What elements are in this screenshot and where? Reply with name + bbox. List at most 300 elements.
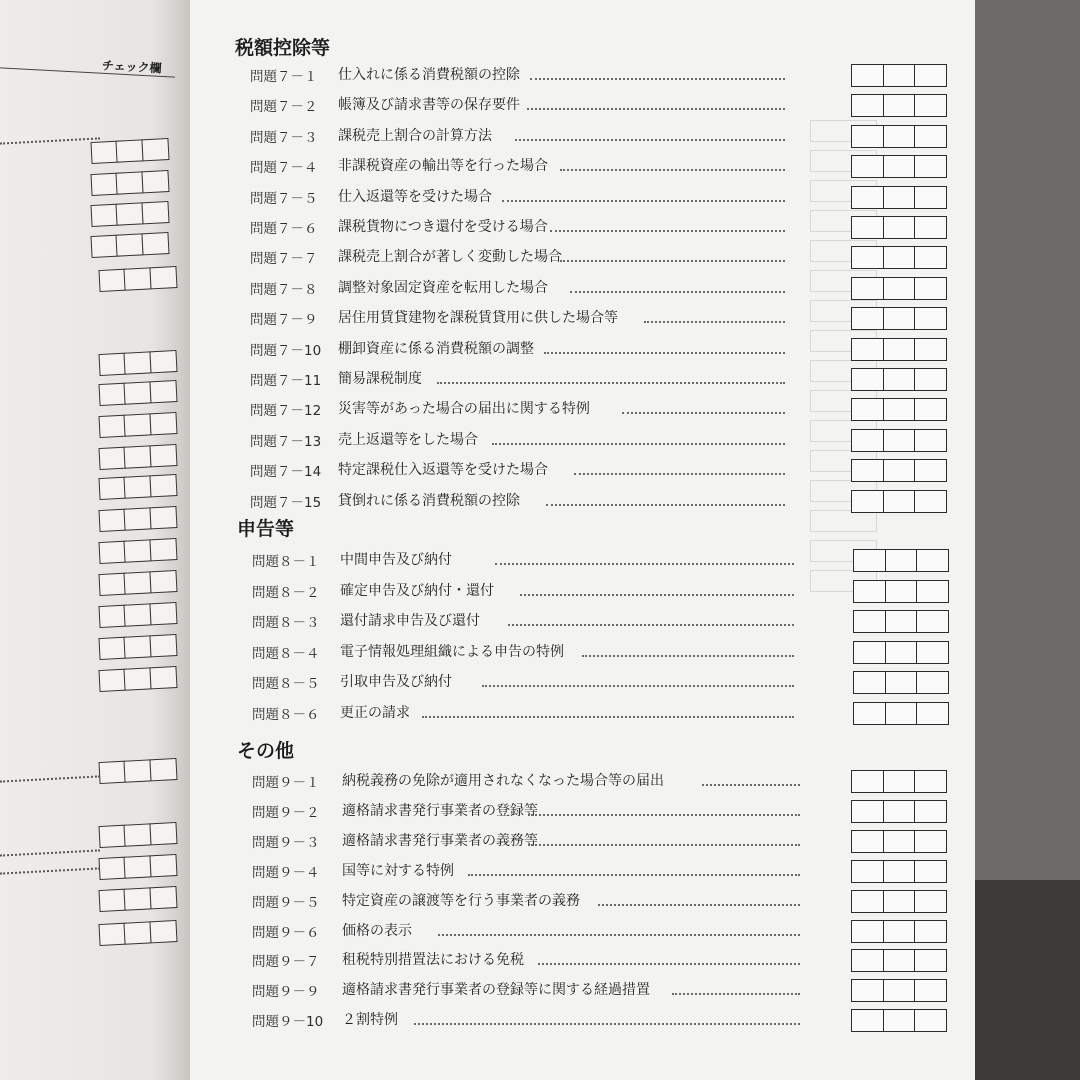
check-box[interactable] xyxy=(853,702,886,725)
check-box[interactable] xyxy=(851,186,884,209)
section-title: 税額控除等 xyxy=(235,37,331,59)
problem-number: 問題７－14 xyxy=(250,464,322,481)
dotted-leader xyxy=(495,563,794,565)
check-box[interactable] xyxy=(853,641,886,664)
check-boxes[interactable] xyxy=(855,671,950,694)
check-box[interactable] xyxy=(149,380,177,403)
problem-number: 問題９－５ xyxy=(252,894,320,911)
check-boxes[interactable] xyxy=(853,459,948,482)
check-box[interactable] xyxy=(123,635,151,658)
toc-row xyxy=(242,766,945,796)
problem-number: 問題７－13 xyxy=(250,433,322,450)
dotted-leader xyxy=(508,624,794,626)
problem-title: 引取申告及び納付 xyxy=(340,674,452,691)
check-box[interactable] xyxy=(123,413,151,436)
check-boxes[interactable] xyxy=(853,186,948,209)
toc-row xyxy=(242,945,945,975)
check-box[interactable] xyxy=(141,232,169,255)
problem-number: 問題７－８ xyxy=(250,281,318,298)
check-box[interactable] xyxy=(914,920,947,943)
check-boxes[interactable] xyxy=(853,277,948,300)
check-box[interactable] xyxy=(851,368,884,391)
left-check-boxes[interactable] xyxy=(99,854,177,880)
check-box[interactable] xyxy=(98,477,126,500)
check-box[interactable] xyxy=(883,125,916,148)
toc-row xyxy=(242,576,947,606)
toc-row xyxy=(242,916,945,946)
check-box[interactable] xyxy=(914,368,947,391)
dotted-leader xyxy=(422,716,794,718)
left-check-boxes[interactable] xyxy=(99,350,177,376)
check-column-label: チェック欄 xyxy=(101,58,162,76)
check-box[interactable] xyxy=(115,202,143,225)
check-box[interactable] xyxy=(851,830,884,853)
check-box[interactable] xyxy=(123,351,151,374)
check-box[interactable] xyxy=(149,350,177,373)
check-box[interactable] xyxy=(914,800,947,823)
check-box[interactable] xyxy=(149,920,177,943)
check-box[interactable] xyxy=(885,671,918,694)
check-box[interactable] xyxy=(123,475,151,498)
problem-title: 居住用賃貸建物を課税賃貸用に供した場合等 xyxy=(338,310,618,327)
check-box[interactable] xyxy=(851,246,884,269)
check-boxes[interactable] xyxy=(853,307,948,330)
dotted-leader xyxy=(438,934,800,936)
check-box[interactable] xyxy=(914,860,947,883)
check-box[interactable] xyxy=(115,171,143,194)
check-box[interactable] xyxy=(123,921,151,944)
check-box[interactable] xyxy=(883,490,916,513)
left-page xyxy=(0,0,190,1080)
check-box[interactable] xyxy=(149,854,177,877)
check-box[interactable] xyxy=(123,381,151,404)
check-box[interactable] xyxy=(123,887,151,910)
check-box[interactable] xyxy=(914,277,947,300)
left-check-boxes[interactable] xyxy=(99,602,177,628)
check-box[interactable] xyxy=(123,823,151,846)
left-check-boxes[interactable] xyxy=(99,758,177,784)
check-box[interactable] xyxy=(98,447,126,470)
check-box[interactable] xyxy=(883,890,916,913)
check-boxes[interactable] xyxy=(853,246,948,269)
check-box[interactable] xyxy=(885,549,918,572)
check-boxes[interactable] xyxy=(853,979,948,1002)
check-boxes[interactable] xyxy=(855,641,950,664)
toc-row xyxy=(240,364,945,394)
dotted-leader xyxy=(544,352,785,354)
check-box[interactable] xyxy=(853,580,886,603)
dotted-leader xyxy=(528,844,800,846)
dotted-leader xyxy=(502,200,785,202)
check-box[interactable] xyxy=(98,573,126,596)
check-box[interactable] xyxy=(914,125,947,148)
check-box[interactable] xyxy=(914,429,947,452)
check-box[interactable] xyxy=(916,641,949,664)
check-box[interactable] xyxy=(851,920,884,943)
check-box[interactable] xyxy=(149,570,177,593)
problem-title: 棚卸資産に係る消費税額の調整 xyxy=(338,340,534,357)
check-box[interactable] xyxy=(149,666,177,689)
check-box[interactable] xyxy=(883,155,916,178)
check-box[interactable] xyxy=(883,338,916,361)
check-box[interactable] xyxy=(123,603,151,626)
left-check-boxes[interactable] xyxy=(99,570,177,596)
problem-title: 国等に対する特例 xyxy=(342,862,454,879)
check-box[interactable] xyxy=(883,800,916,823)
section-title: その他 xyxy=(237,740,295,762)
check-box[interactable] xyxy=(851,307,884,330)
check-box[interactable] xyxy=(851,94,884,117)
check-box[interactable] xyxy=(883,246,916,269)
problem-title: 適格請求書発行事業者の登録等 xyxy=(342,802,538,819)
left-check-boxes[interactable] xyxy=(99,538,177,564)
problem-title: 中間申告及び納付 xyxy=(340,552,452,568)
check-box[interactable] xyxy=(883,368,916,391)
check-box[interactable] xyxy=(149,266,177,289)
check-box[interactable] xyxy=(149,634,177,657)
check-box[interactable] xyxy=(90,204,118,227)
problem-title: 適格請求書発行事業者の義務等 xyxy=(342,832,538,849)
dotted-leader xyxy=(0,849,100,856)
problem-title: 課税貨物につき還付を受ける場合 xyxy=(338,219,548,235)
problem-number: 問題８－２ xyxy=(252,584,320,601)
problem-number: 問題７－11 xyxy=(250,373,322,389)
check-box[interactable] xyxy=(123,267,151,290)
problem-number: 問題７－12 xyxy=(250,403,322,420)
toc-row xyxy=(242,796,945,826)
check-box[interactable] xyxy=(98,269,126,292)
check-boxes[interactable] xyxy=(853,429,948,452)
problem-title: 簡易課税制度 xyxy=(338,371,422,387)
check-box[interactable] xyxy=(98,415,126,438)
check-box[interactable] xyxy=(149,758,177,781)
problem-number: 問題７－４ xyxy=(250,160,318,177)
dotted-leader xyxy=(598,904,800,906)
dotted-leader xyxy=(437,382,785,384)
check-boxes[interactable] xyxy=(853,770,948,793)
check-box[interactable] xyxy=(141,138,169,161)
check-box[interactable] xyxy=(141,170,169,193)
check-box[interactable] xyxy=(883,429,916,452)
problem-title: 課税売上割合が著しく変動した場合 xyxy=(338,249,562,266)
left-check-boxes[interactable] xyxy=(99,444,177,470)
dotted-leader xyxy=(527,108,785,110)
check-box[interactable] xyxy=(883,830,916,853)
check-box[interactable] xyxy=(98,353,126,376)
check-box[interactable] xyxy=(851,979,884,1002)
problem-number: 問題８－３ xyxy=(252,615,320,632)
problem-number: 問題９－４ xyxy=(252,864,320,881)
check-box[interactable] xyxy=(914,459,947,482)
check-box[interactable] xyxy=(851,338,884,361)
check-box[interactable] xyxy=(851,155,884,178)
check-boxes[interactable] xyxy=(853,890,948,913)
check-box[interactable] xyxy=(914,186,947,209)
toc-row xyxy=(242,545,947,575)
section-title: 申告等 xyxy=(237,518,295,540)
check-box[interactable] xyxy=(149,444,177,467)
check-box[interactable] xyxy=(123,571,151,594)
toc-row xyxy=(240,60,945,90)
check-box[interactable] xyxy=(851,490,884,513)
left-check-boxes[interactable] xyxy=(99,474,177,500)
check-box[interactable] xyxy=(883,979,916,1002)
check-box[interactable] xyxy=(914,770,947,793)
check-box[interactable] xyxy=(851,1009,884,1032)
check-box[interactable] xyxy=(851,429,884,452)
check-box[interactable] xyxy=(98,509,126,532)
check-boxes[interactable] xyxy=(853,949,948,972)
check-box[interactable] xyxy=(914,830,947,853)
check-box[interactable] xyxy=(98,541,126,564)
toc-row xyxy=(240,303,945,333)
left-check-boxes[interactable] xyxy=(99,920,177,946)
check-boxes[interactable] xyxy=(853,155,948,178)
check-box[interactable] xyxy=(149,412,177,435)
toc-row xyxy=(240,90,945,120)
left-check-boxes[interactable] xyxy=(99,886,177,912)
check-box[interactable] xyxy=(141,201,169,224)
toc-row xyxy=(240,486,945,516)
check-box[interactable] xyxy=(851,64,884,87)
problem-number: 問題７－９ xyxy=(250,312,318,329)
check-box[interactable] xyxy=(90,173,118,196)
left-check-boxes[interactable] xyxy=(99,822,177,848)
check-box[interactable] xyxy=(123,855,151,878)
problem-number: 問題７－５ xyxy=(250,190,318,207)
check-boxes[interactable] xyxy=(853,830,948,853)
check-box[interactable] xyxy=(885,610,918,633)
dotted-leader xyxy=(622,412,785,414)
problem-title: 還付請求申告及び還付 xyxy=(340,613,480,630)
left-check-boxes[interactable] xyxy=(99,380,177,406)
check-box[interactable] xyxy=(853,671,886,694)
check-box[interactable] xyxy=(914,949,947,972)
dotted-leader xyxy=(570,291,785,293)
check-box[interactable] xyxy=(883,770,916,793)
check-box[interactable] xyxy=(851,277,884,300)
left-check-boxes[interactable] xyxy=(91,170,169,196)
check-box[interactable] xyxy=(98,761,126,784)
check-box[interactable] xyxy=(115,139,143,162)
dotted-leader xyxy=(0,867,100,874)
toc-row xyxy=(240,334,945,364)
problem-title: 貸倒れに係る消費税額の控除 xyxy=(338,492,520,509)
toc-row xyxy=(240,425,945,455)
check-box[interactable] xyxy=(149,506,177,529)
toc-row xyxy=(242,667,947,697)
check-boxes[interactable] xyxy=(853,800,948,823)
problem-number: 問題７－６ xyxy=(250,221,318,237)
check-box[interactable] xyxy=(914,246,947,269)
check-box[interactable] xyxy=(149,886,177,909)
left-check-boxes[interactable] xyxy=(99,506,177,532)
check-box[interactable] xyxy=(98,923,126,946)
problem-title: 調整対象固定資産を転用した場合 xyxy=(338,279,548,296)
toc-row xyxy=(240,394,945,424)
toc-row xyxy=(242,1005,945,1035)
toc-row xyxy=(240,242,945,272)
check-boxes[interactable] xyxy=(855,610,950,633)
check-box[interactable] xyxy=(883,64,916,87)
check-box[interactable] xyxy=(149,602,177,625)
check-box[interactable] xyxy=(885,702,918,725)
check-box[interactable] xyxy=(123,539,151,562)
check-box[interactable] xyxy=(885,580,918,603)
problem-number: 問題９－２ xyxy=(252,804,320,821)
check-box[interactable] xyxy=(851,770,884,793)
left-check-boxes[interactable] xyxy=(99,412,177,438)
left-check-boxes[interactable] xyxy=(91,201,169,227)
check-boxes[interactable] xyxy=(853,1009,948,1032)
check-box[interactable] xyxy=(149,474,177,497)
problem-title: 電子情報処理組織による申告の特例 xyxy=(340,643,564,660)
check-box[interactable] xyxy=(98,605,126,628)
check-boxes[interactable] xyxy=(853,490,948,513)
toc-row xyxy=(240,121,945,151)
problem-number: 問題９－10 xyxy=(252,1014,324,1031)
check-box[interactable] xyxy=(123,445,151,468)
check-box[interactable] xyxy=(883,1009,916,1032)
dotted-leader xyxy=(560,169,785,171)
check-box[interactable] xyxy=(883,920,916,943)
dotted-leader xyxy=(414,1023,800,1025)
main-page xyxy=(190,0,975,1080)
check-boxes[interactable] xyxy=(855,580,950,603)
check-boxes[interactable] xyxy=(855,702,950,725)
check-box[interactable] xyxy=(883,216,916,239)
check-boxes[interactable] xyxy=(853,338,948,361)
check-box[interactable] xyxy=(98,857,126,880)
check-box[interactable] xyxy=(914,979,947,1002)
check-box[interactable] xyxy=(916,549,949,572)
check-box[interactable] xyxy=(851,125,884,148)
check-box[interactable] xyxy=(851,459,884,482)
left-check-boxes[interactable] xyxy=(99,634,177,660)
toc-row xyxy=(242,606,947,636)
dotted-leader xyxy=(530,78,785,80)
dotted-leader xyxy=(0,137,100,144)
problem-title: 特定資産の譲渡等を行う事業者の義務 xyxy=(342,892,580,909)
dotted-leader xyxy=(538,963,800,965)
check-box[interactable] xyxy=(123,507,151,530)
check-boxes[interactable] xyxy=(853,860,948,883)
problem-title: 帳簿及び請求書等の保存要件 xyxy=(338,97,520,114)
check-box[interactable] xyxy=(853,610,886,633)
check-box[interactable] xyxy=(916,702,949,725)
check-box[interactable] xyxy=(851,860,884,883)
toc-row xyxy=(240,212,945,242)
check-box[interactable] xyxy=(851,216,884,239)
check-box[interactable] xyxy=(98,889,126,912)
check-boxes[interactable] xyxy=(855,549,950,572)
left-check-boxes[interactable] xyxy=(99,666,177,692)
check-box[interactable] xyxy=(914,216,947,239)
check-box[interactable] xyxy=(98,669,126,692)
check-box[interactable] xyxy=(914,398,947,421)
problem-title: 確定申告及び納付・還付 xyxy=(340,582,494,599)
toc-row xyxy=(240,182,945,212)
problem-title: 適格請求書発行事業者の登録等に関する経過措置 xyxy=(342,982,650,999)
check-boxes[interactable] xyxy=(853,216,948,239)
check-boxes[interactable] xyxy=(853,368,948,391)
check-box[interactable] xyxy=(115,233,143,256)
check-box[interactable] xyxy=(883,398,916,421)
check-box[interactable] xyxy=(851,800,884,823)
check-box[interactable] xyxy=(916,580,949,603)
left-check-boxes[interactable] xyxy=(99,266,177,292)
check-box[interactable] xyxy=(914,890,947,913)
check-box[interactable] xyxy=(914,307,947,330)
problem-number: 問題９－９ xyxy=(252,984,320,1001)
check-box[interactable] xyxy=(883,949,916,972)
check-boxes[interactable] xyxy=(853,64,948,87)
check-box[interactable] xyxy=(914,94,947,117)
check-box[interactable] xyxy=(149,538,177,561)
check-boxes[interactable] xyxy=(853,920,948,943)
dotted-leader xyxy=(672,993,800,995)
problem-title: 売上返還等をした場合 xyxy=(338,431,478,448)
check-boxes[interactable] xyxy=(853,125,948,148)
check-box[interactable] xyxy=(883,186,916,209)
dotted-leader xyxy=(515,139,785,141)
check-box[interactable] xyxy=(914,338,947,361)
check-box[interactable] xyxy=(883,307,916,330)
check-box[interactable] xyxy=(853,549,886,572)
check-box[interactable] xyxy=(851,890,884,913)
check-box[interactable] xyxy=(885,641,918,664)
check-boxes[interactable] xyxy=(853,94,948,117)
check-box[interactable] xyxy=(916,610,949,633)
dotted-leader xyxy=(702,784,800,786)
dotted-leader xyxy=(482,685,794,687)
check-box[interactable] xyxy=(851,949,884,972)
check-box[interactable] xyxy=(98,637,126,660)
problem-number: 問題７－１ xyxy=(250,69,318,85)
check-box[interactable] xyxy=(851,398,884,421)
dotted-leader xyxy=(0,775,100,782)
check-box[interactable] xyxy=(914,64,947,87)
check-box[interactable] xyxy=(123,759,151,782)
check-box[interactable] xyxy=(914,155,947,178)
check-box[interactable] xyxy=(98,825,126,848)
check-box[interactable] xyxy=(883,459,916,482)
dotted-leader xyxy=(550,230,785,232)
left-check-boxes[interactable] xyxy=(91,232,169,258)
check-box[interactable] xyxy=(149,822,177,845)
check-box[interactable] xyxy=(883,277,916,300)
check-box[interactable] xyxy=(914,490,947,513)
check-box[interactable] xyxy=(90,141,118,164)
check-box[interactable] xyxy=(914,1009,947,1032)
toc-row xyxy=(240,455,945,485)
left-check-boxes[interactable] xyxy=(91,138,169,164)
dotted-leader xyxy=(644,321,785,323)
problem-number: 問題９－１ xyxy=(252,775,320,791)
check-box[interactable] xyxy=(90,235,118,258)
toc-row xyxy=(242,698,947,728)
check-box[interactable] xyxy=(883,860,916,883)
dotted-leader xyxy=(520,594,794,596)
check-box[interactable] xyxy=(916,671,949,694)
dotted-leader xyxy=(528,814,800,816)
check-boxes[interactable] xyxy=(853,398,948,421)
check-box[interactable] xyxy=(883,94,916,117)
check-box[interactable] xyxy=(98,383,126,406)
toc-row xyxy=(242,886,945,916)
problem-title: 非課税資産の輸出等を行った場合 xyxy=(338,158,548,175)
check-box[interactable] xyxy=(123,667,151,690)
